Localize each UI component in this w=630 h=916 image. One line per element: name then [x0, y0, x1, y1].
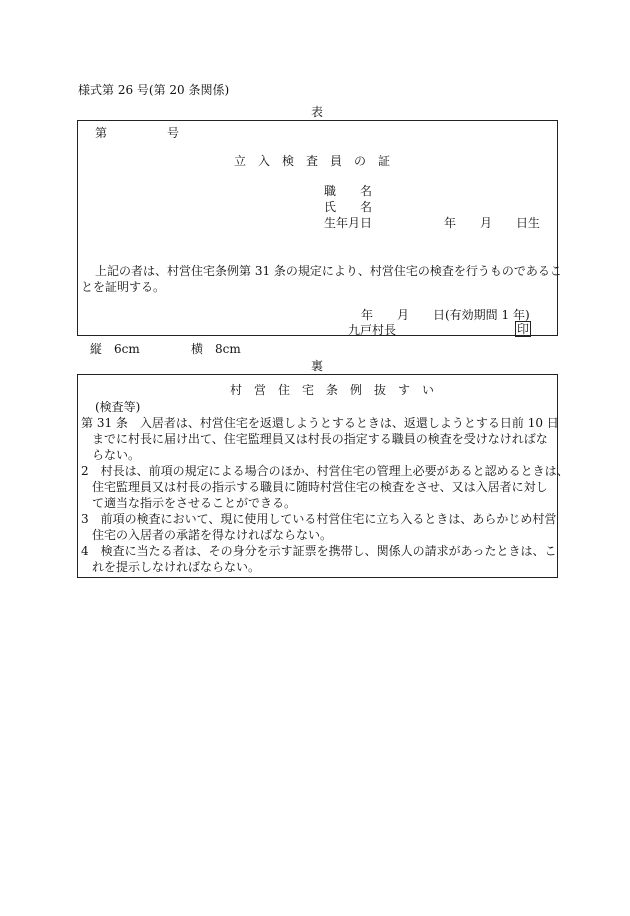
statement-line-2: とを証明する。: [81, 280, 166, 294]
seal-box: [515, 321, 531, 337]
field-name: 氏 名: [324, 200, 373, 214]
field-position: 職 名: [324, 184, 373, 198]
size-horizontal: 横 8cm: [191, 342, 241, 356]
article-line: までに村長に届け出て、住宅監理員又は村長の指定する職員の検査を受けなければな: [92, 432, 548, 446]
front-card: [77, 120, 562, 337]
article-line: て適当な指示をさせることができる。: [92, 496, 297, 510]
card-title: 立 入 検 査 員 の 証: [234, 154, 391, 168]
article-line: 住宅監理員又は村長の指示する職員に随時村営住宅の検査をさせ、又は入居者に対し: [92, 480, 548, 494]
back-heading: (検査等): [95, 400, 141, 414]
statement-line-1: 上記の者は、村営住宅条例第 31 条の規定により、村営住宅の検査を行うものであるこ: [95, 264, 562, 278]
article-line: 住宅の入居者の承諾を得なければならない。: [92, 528, 333, 542]
article-line: らない。: [92, 448, 141, 462]
article-line: 4 検査に当たる者は、その身分を示す証票を携帯し、関係人の請求があったときは、こ: [81, 544, 557, 558]
article-line: れを提示しなければならない。: [92, 560, 261, 574]
article-line: 2 村長は、前項の規定による場合のほか、村営住宅の管理上必要があると認めるときは、: [81, 464, 569, 478]
issue-date: 年 月 日(有効期間 1 年): [361, 308, 530, 322]
front-side-label: 表: [311, 105, 324, 119]
back-card: [77, 374, 569, 578]
form-number: 様式第 26 号(第 20 条関係): [78, 83, 230, 97]
field-dob-date: 年 月 日生: [444, 216, 541, 230]
back-side-label: 裏: [311, 359, 324, 373]
size-vertical: 縦 6cm: [90, 342, 140, 356]
issuer: 九戸村長: [348, 323, 397, 337]
seal-mark: 印: [517, 322, 530, 336]
field-dob: 生年月日: [324, 216, 373, 230]
back-title: 村 営 住 宅 条 例 抜 す い: [230, 383, 435, 397]
number-label: 第 号: [95, 126, 180, 140]
article-line: 3 前項の検査において、現に使用している村営住宅に立ち入るときは、あらかじめ村営: [81, 512, 557, 526]
article-line: 第 31 条 入居者は、村営住宅を返還しようとするときは、返還しようとする日前 10 日: [81, 416, 559, 430]
